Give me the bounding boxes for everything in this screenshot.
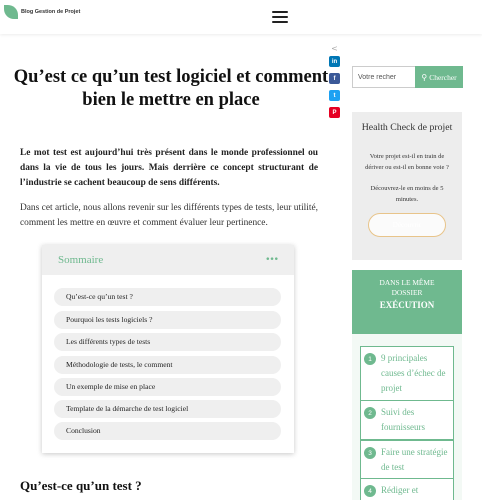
hamburger-menu-icon[interactable] (272, 11, 288, 23)
share-icon: < (331, 44, 338, 53)
dossier-item-label: Faire une stratégie de test (381, 447, 448, 472)
dossier-item[interactable] (360, 440, 454, 480)
dossier-item[interactable] (360, 400, 454, 440)
site-logo[interactable] (4, 5, 80, 19)
leaf-logo-icon (4, 5, 18, 19)
dossier-item-number: 4 (364, 485, 376, 497)
linkedin-share-button[interactable]: in (329, 56, 340, 67)
toc-item[interactable]: Pourquoi les tests logiciels ? (54, 311, 281, 329)
search-button-label: Chercher (429, 72, 457, 82)
toc-header (42, 245, 294, 275)
dossier-item[interactable] (360, 478, 454, 500)
dossier-item-number: 3 (364, 447, 376, 459)
pinterest-share-button[interactable]: P (329, 107, 340, 118)
toc-item[interactable]: Conclusion (54, 422, 281, 440)
article-paragraph: Dans cet article, nous allons revenir sur les différents types de tests, leur utilité, comment les mettre en œuvre et comment évaluer leur pertinence. (20, 203, 318, 228)
toc-item[interactable]: Les différents types de tests (54, 333, 281, 351)
dossier-heading-line: DOSSIER (391, 288, 423, 297)
logo-text: Blog Gestion de Projet (21, 9, 81, 15)
toc-toggle-icon[interactable]: ••• (265, 255, 278, 265)
search-icon: ⚲ (421, 72, 428, 82)
dossier-header (352, 270, 462, 334)
dossier-heading-line: DANS LE MÊME (379, 278, 435, 287)
dossier-widget (352, 270, 462, 500)
article-lead: Le mot test est aujourd’hui très présent dans le monde professionnel ou dans la vie de tous les jours. Mais derrière ce concept structurant de l’industrie se cachent beaucoup de sens différents. (20, 148, 318, 188)
section-heading: Qu’est-ce qu’un test ? (20, 478, 142, 493)
health-check-title: Health Check de projet (361, 122, 453, 133)
dossier-item-number: 1 (364, 353, 376, 365)
facebook-share-button[interactable]: f (329, 73, 340, 84)
health-check-text: Votre projet est-il en train de dériver ou est-il en bonne voie ? (365, 153, 449, 171)
toc-item[interactable]: Template de la démarche de test logiciel (54, 400, 281, 418)
share-bar (329, 44, 340, 124)
table-of-contents (42, 245, 294, 453)
twitter-share-button[interactable]: t (329, 90, 340, 101)
site-header (0, 0, 482, 34)
toc-item[interactable]: Méthodologie de tests, le comment (54, 356, 281, 374)
health-check-widget (352, 112, 462, 260)
dossier-item-label: 9 principales causes d’échec de projet (381, 353, 446, 393)
search-form (352, 66, 463, 88)
search-button[interactable] (415, 66, 463, 88)
discover-button[interactable]: Découvrir (368, 213, 446, 237)
dossier-item-number: 2 (364, 407, 376, 419)
toc-item[interactable]: Un exemple de mise en place (54, 378, 281, 396)
article-title: Qu’est ce qu’un test logiciel et comment bien le mettre en place (13, 67, 329, 110)
dossier-item-label: Suivi des fournisseurs (381, 407, 425, 432)
toc-title: Sommaire (58, 254, 104, 266)
search-input[interactable] (352, 66, 415, 88)
dossier-item-label: Rédiger et (381, 485, 419, 495)
toc-item[interactable]: Qu’est-ce qu’un test ? (54, 288, 281, 306)
dossier-item[interactable] (360, 346, 454, 401)
health-check-text: Découvrez-le en moins de 5 minutes. (370, 185, 444, 203)
dossier-name: EXÉCUTION (379, 300, 435, 310)
